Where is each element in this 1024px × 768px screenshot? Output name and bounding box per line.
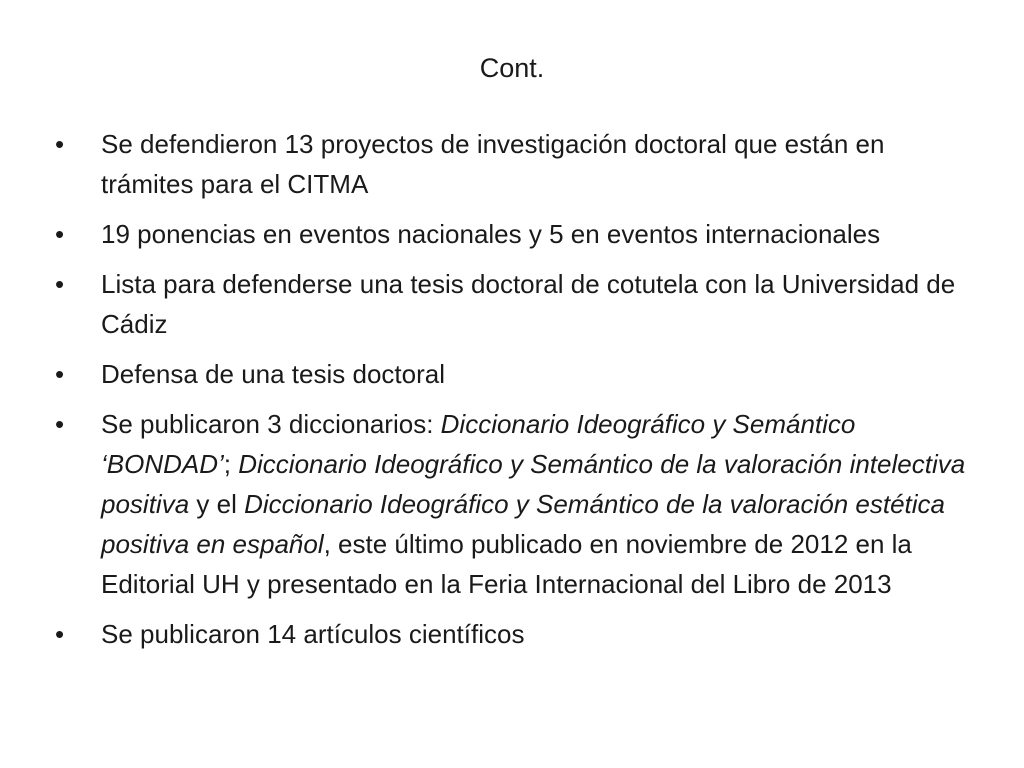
bullet-text (101, 619, 524, 649)
bullet-text-segment: Se publicaron 3 diccionarios: (101, 409, 441, 439)
bullet-dot-icon: • (55, 219, 65, 249)
bullet-text (101, 409, 965, 599)
bullet-text-italic: Diccionario Ideográfico y Semántico de la valoración estética positiva en español (101, 489, 945, 559)
bullet-text-segment: Se publicaron 14 artículos científicos (101, 619, 525, 649)
bullet-text (101, 269, 955, 339)
bullet-text-italic: Diccionario Ideográfico y Semántico de la valoración intelectiva positiva (101, 449, 966, 519)
bullet-item (55, 614, 975, 654)
slide-title: Cont. (479, 53, 545, 83)
bullet-text-segment: 19 ponencias en eventos nacionales y 5 en eventos internacionales (101, 219, 881, 249)
bullet-text (101, 129, 884, 199)
bullet-text-segment: Defensa de una tesis doctoral (101, 359, 445, 389)
bullet-text (101, 219, 880, 249)
bullet-dot-icon: • (55, 269, 65, 299)
bullet-list (55, 124, 975, 654)
bullet-item (55, 404, 975, 604)
bullet-text (101, 359, 445, 389)
bullet-item (55, 354, 975, 394)
bullet-text-segment: y el (189, 489, 245, 519)
bullet-item (55, 124, 975, 204)
bullet-text-segment: Se defendieron 13 proyectos de investigación doctoral que están en trámites para el CITMA (101, 129, 885, 199)
bullet-text-segment: , este último publicado en noviembre de 2012 en la Editorial UH y presentado en la Feria Internacional del Libro de 2013 (101, 529, 912, 599)
bullet-item (55, 214, 975, 254)
bullet-item (55, 264, 975, 344)
bullet-dot-icon: • (55, 409, 65, 439)
bullet-dot-icon: • (55, 359, 65, 389)
bullet-dot-icon: • (55, 619, 65, 649)
bullet-text-segment: Lista para defenderse una tesis doctoral de cotutela con la Universidad de Cádiz (101, 269, 956, 339)
bullet-text-italic: Diccionario Ideográfico y Semántico ‘BONDAD’ (101, 409, 856, 479)
bullet-dot-icon: • (55, 129, 65, 159)
bullet-text-segment: ; (223, 449, 239, 479)
